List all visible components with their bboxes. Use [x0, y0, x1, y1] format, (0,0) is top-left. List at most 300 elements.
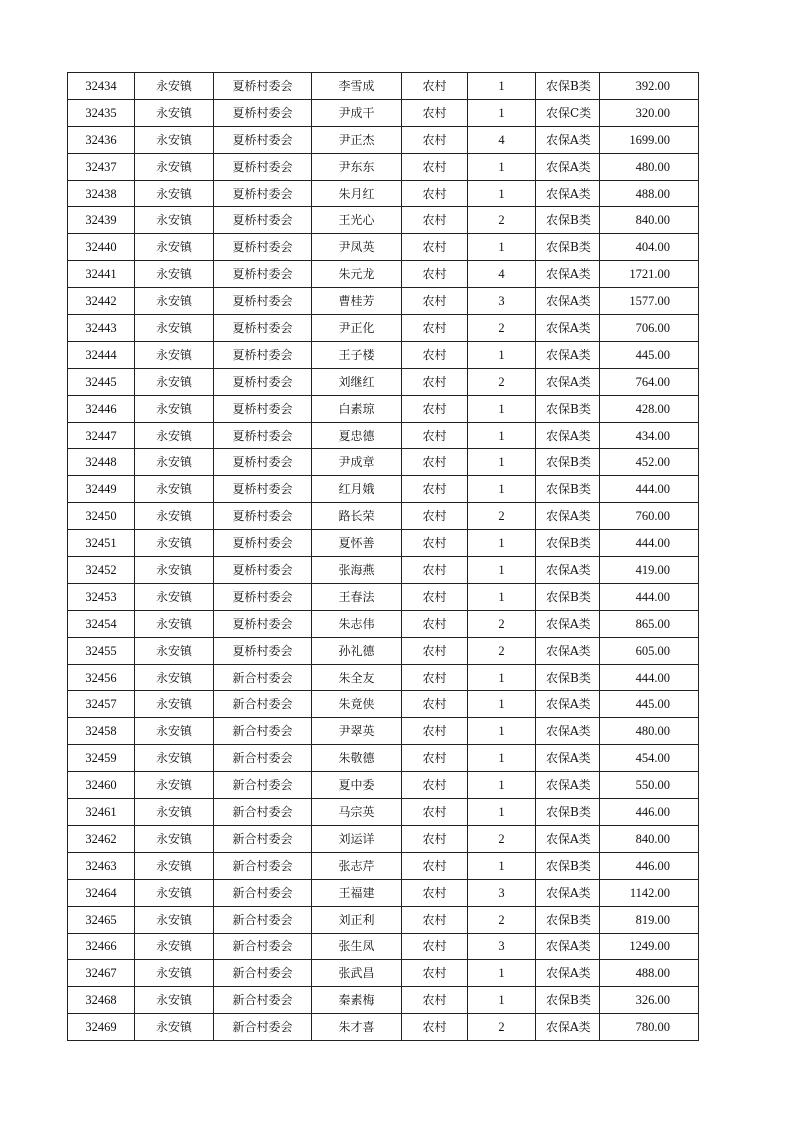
household-size-cell: 1 — [468, 960, 536, 987]
table-row — [68, 825, 699, 852]
town-cell: 永安镇 — [135, 691, 214, 718]
town-cell: 永安镇 — [135, 341, 214, 368]
insurance-category-cell: 农保A类 — [536, 261, 600, 288]
town-cell: 永安镇 — [135, 718, 214, 745]
household-type-cell: 农村 — [402, 99, 468, 126]
household-type-cell: 农村 — [402, 315, 468, 342]
town-cell: 永安镇 — [135, 960, 214, 987]
amount-cell: 444.00 — [600, 476, 699, 503]
household-size-cell: 4 — [468, 126, 536, 153]
household-type-cell: 农村 — [402, 422, 468, 449]
town-cell: 永安镇 — [135, 153, 214, 180]
household-type-cell: 农村 — [402, 126, 468, 153]
village-committee-cell: 新合村委会 — [214, 691, 312, 718]
person-name-cell: 李雪成 — [312, 73, 402, 100]
amount-cell: 446.00 — [600, 852, 699, 879]
household-type-cell: 农村 — [402, 799, 468, 826]
table-row — [68, 879, 699, 906]
amount-cell: 780.00 — [600, 1014, 699, 1041]
household-type-cell: 农村 — [402, 637, 468, 664]
household-type-cell: 农村 — [402, 476, 468, 503]
household-size-cell: 1 — [468, 449, 536, 476]
person-name-cell: 尹翠英 — [312, 718, 402, 745]
village-committee-cell: 新合村委会 — [214, 825, 312, 852]
village-committee-cell: 夏桥村委会 — [214, 422, 312, 449]
village-committee-cell: 夏桥村委会 — [214, 395, 312, 422]
household-size-cell: 3 — [468, 879, 536, 906]
town-cell: 永安镇 — [135, 73, 214, 100]
table-row — [68, 368, 699, 395]
amount-cell: 840.00 — [600, 207, 699, 234]
household-size-cell: 1 — [468, 691, 536, 718]
record-id-cell: 32468 — [68, 987, 135, 1014]
amount-cell: 1577.00 — [600, 288, 699, 315]
table-row — [68, 234, 699, 261]
person-name-cell: 张武昌 — [312, 960, 402, 987]
amount-cell: 419.00 — [600, 557, 699, 584]
person-name-cell: 朱月红 — [312, 180, 402, 207]
household-type-cell: 农村 — [402, 933, 468, 960]
person-name-cell: 王福建 — [312, 879, 402, 906]
table-row — [68, 745, 699, 772]
household-size-cell: 1 — [468, 153, 536, 180]
insurance-category-cell: 农保A类 — [536, 557, 600, 584]
person-name-cell: 红月娥 — [312, 476, 402, 503]
insurance-category-cell: 农保B类 — [536, 234, 600, 261]
table-row — [68, 772, 699, 799]
household-size-cell: 3 — [468, 288, 536, 315]
town-cell: 永安镇 — [135, 987, 214, 1014]
table-row — [68, 503, 699, 530]
household-type-cell: 农村 — [402, 503, 468, 530]
insurance-category-cell: 农保B类 — [536, 987, 600, 1014]
household-size-cell: 1 — [468, 987, 536, 1014]
insurance-category-cell: 农保B类 — [536, 799, 600, 826]
amount-cell: 454.00 — [600, 745, 699, 772]
person-name-cell: 尹成章 — [312, 449, 402, 476]
insurance-category-cell: 农保B类 — [536, 449, 600, 476]
town-cell: 永安镇 — [135, 180, 214, 207]
town-cell: 永安镇 — [135, 530, 214, 557]
record-id-cell: 32460 — [68, 772, 135, 799]
person-name-cell: 朱元龙 — [312, 261, 402, 288]
table-row — [68, 637, 699, 664]
village-committee-cell: 新合村委会 — [214, 772, 312, 799]
amount-cell: 1699.00 — [600, 126, 699, 153]
table-row — [68, 315, 699, 342]
insurance-category-cell: 农保A类 — [536, 315, 600, 342]
person-name-cell: 夏怀善 — [312, 530, 402, 557]
person-name-cell: 刘继红 — [312, 368, 402, 395]
person-name-cell: 刘正利 — [312, 906, 402, 933]
insurance-category-cell: 农保A类 — [536, 126, 600, 153]
town-cell: 永安镇 — [135, 422, 214, 449]
person-name-cell: 尹正化 — [312, 315, 402, 342]
record-id-cell: 32453 — [68, 583, 135, 610]
person-name-cell: 孙礼德 — [312, 637, 402, 664]
record-id-cell: 32447 — [68, 422, 135, 449]
record-id-cell: 32441 — [68, 261, 135, 288]
person-name-cell: 马宗英 — [312, 799, 402, 826]
amount-cell: 1721.00 — [600, 261, 699, 288]
household-type-cell: 农村 — [402, 1014, 468, 1041]
table-row — [68, 691, 699, 718]
town-cell: 永安镇 — [135, 557, 214, 584]
household-size-cell: 1 — [468, 530, 536, 557]
amount-cell: 444.00 — [600, 530, 699, 557]
amount-cell: 446.00 — [600, 799, 699, 826]
table-body — [68, 73, 699, 1041]
person-name-cell: 王光心 — [312, 207, 402, 234]
household-type-cell: 农村 — [402, 960, 468, 987]
household-type-cell: 农村 — [402, 368, 468, 395]
record-id-cell: 32450 — [68, 503, 135, 530]
household-size-cell: 4 — [468, 261, 536, 288]
table-row — [68, 718, 699, 745]
household-size-cell: 1 — [468, 180, 536, 207]
person-name-cell: 朱敬德 — [312, 745, 402, 772]
insurance-category-cell: 农保A类 — [536, 718, 600, 745]
amount-cell: 488.00 — [600, 180, 699, 207]
record-id-cell: 32437 — [68, 153, 135, 180]
household-size-cell: 1 — [468, 73, 536, 100]
table-row — [68, 799, 699, 826]
village-committee-cell: 夏桥村委会 — [214, 180, 312, 207]
amount-cell: 320.00 — [600, 99, 699, 126]
household-size-cell: 2 — [468, 207, 536, 234]
amount-cell: 1249.00 — [600, 933, 699, 960]
table-row — [68, 906, 699, 933]
village-committee-cell: 夏桥村委会 — [214, 476, 312, 503]
insurance-category-cell: 农保A类 — [536, 153, 600, 180]
table-row — [68, 987, 699, 1014]
household-size-cell: 1 — [468, 772, 536, 799]
person-name-cell: 王春法 — [312, 583, 402, 610]
town-cell: 永安镇 — [135, 852, 214, 879]
table-row — [68, 583, 699, 610]
insurance-category-cell: 农保A类 — [536, 825, 600, 852]
insurance-category-cell: 农保B类 — [536, 476, 600, 503]
household-size-cell: 1 — [468, 395, 536, 422]
town-cell: 永安镇 — [135, 825, 214, 852]
amount-cell: 428.00 — [600, 395, 699, 422]
record-id-cell: 32467 — [68, 960, 135, 987]
household-size-cell: 2 — [468, 315, 536, 342]
village-committee-cell: 夏桥村委会 — [214, 368, 312, 395]
town-cell: 永安镇 — [135, 315, 214, 342]
village-committee-cell: 新合村委会 — [214, 745, 312, 772]
insurance-category-cell: 农保A类 — [536, 422, 600, 449]
village-committee-cell: 夏桥村委会 — [214, 99, 312, 126]
town-cell: 永安镇 — [135, 395, 214, 422]
table-row — [68, 261, 699, 288]
insurance-category-cell: 农保A类 — [536, 637, 600, 664]
insurance-category-cell: 农保B类 — [536, 852, 600, 879]
amount-cell: 452.00 — [600, 449, 699, 476]
table-row — [68, 153, 699, 180]
village-committee-cell: 夏桥村委会 — [214, 503, 312, 530]
household-size-cell: 1 — [468, 745, 536, 772]
table-row — [68, 610, 699, 637]
table-row — [68, 126, 699, 153]
insurance-category-cell: 农保B类 — [536, 395, 600, 422]
table-row — [68, 99, 699, 126]
insurance-category-cell: 农保A类 — [536, 1014, 600, 1041]
household-type-cell: 农村 — [402, 449, 468, 476]
insurance-category-cell: 农保A类 — [536, 691, 600, 718]
table-row — [68, 933, 699, 960]
amount-cell: 480.00 — [600, 153, 699, 180]
village-committee-cell: 夏桥村委会 — [214, 126, 312, 153]
record-id-cell: 32466 — [68, 933, 135, 960]
record-id-cell: 32445 — [68, 368, 135, 395]
person-name-cell: 刘运详 — [312, 825, 402, 852]
town-cell: 永安镇 — [135, 745, 214, 772]
amount-cell: 865.00 — [600, 610, 699, 637]
household-type-cell: 农村 — [402, 73, 468, 100]
record-id-cell: 32438 — [68, 180, 135, 207]
town-cell: 永安镇 — [135, 664, 214, 691]
record-id-cell: 32452 — [68, 557, 135, 584]
village-committee-cell: 夏桥村委会 — [214, 288, 312, 315]
insurance-category-cell: 农保B类 — [536, 207, 600, 234]
table-row — [68, 1014, 699, 1041]
household-size-cell: 1 — [468, 476, 536, 503]
person-name-cell: 张海燕 — [312, 557, 402, 584]
household-type-cell: 农村 — [402, 395, 468, 422]
town-cell: 永安镇 — [135, 288, 214, 315]
insurance-category-cell: 农保B类 — [536, 906, 600, 933]
town-cell: 永安镇 — [135, 476, 214, 503]
record-id-cell: 32465 — [68, 906, 135, 933]
table-row — [68, 852, 699, 879]
village-committee-cell: 夏桥村委会 — [214, 261, 312, 288]
village-committee-cell: 夏桥村委会 — [214, 557, 312, 584]
household-size-cell: 2 — [468, 637, 536, 664]
household-size-cell: 3 — [468, 933, 536, 960]
household-size-cell: 2 — [468, 368, 536, 395]
table-row — [68, 960, 699, 987]
town-cell: 永安镇 — [135, 449, 214, 476]
person-name-cell: 尹正杰 — [312, 126, 402, 153]
insurance-category-cell: 农保B类 — [536, 73, 600, 100]
household-size-cell: 2 — [468, 906, 536, 933]
town-cell: 永安镇 — [135, 261, 214, 288]
insurance-category-cell: 农保A类 — [536, 933, 600, 960]
person-name-cell: 路长荣 — [312, 503, 402, 530]
household-type-cell: 农村 — [402, 234, 468, 261]
village-committee-cell: 夏桥村委会 — [214, 234, 312, 261]
household-type-cell: 农村 — [402, 718, 468, 745]
town-cell: 永安镇 — [135, 503, 214, 530]
record-id-cell: 32439 — [68, 207, 135, 234]
household-type-cell: 农村 — [402, 879, 468, 906]
table-row — [68, 530, 699, 557]
person-name-cell: 朱志伟 — [312, 610, 402, 637]
town-cell: 永安镇 — [135, 772, 214, 799]
household-size-cell: 1 — [468, 422, 536, 449]
town-cell: 永安镇 — [135, 879, 214, 906]
person-name-cell: 尹成干 — [312, 99, 402, 126]
village-committee-cell: 新合村委会 — [214, 906, 312, 933]
town-cell: 永安镇 — [135, 906, 214, 933]
insurance-category-cell: 农保A类 — [536, 610, 600, 637]
amount-cell: 445.00 — [600, 341, 699, 368]
village-committee-cell: 新合村委会 — [214, 718, 312, 745]
record-id-cell: 32463 — [68, 852, 135, 879]
amount-cell: 445.00 — [600, 691, 699, 718]
town-cell: 永安镇 — [135, 234, 214, 261]
household-type-cell: 农村 — [402, 341, 468, 368]
table-row — [68, 288, 699, 315]
amount-cell: 764.00 — [600, 368, 699, 395]
household-type-cell: 农村 — [402, 288, 468, 315]
record-id-cell: 32462 — [68, 825, 135, 852]
record-id-cell: 32446 — [68, 395, 135, 422]
town-cell: 永安镇 — [135, 207, 214, 234]
village-committee-cell: 新合村委会 — [214, 879, 312, 906]
person-name-cell: 朱竟侠 — [312, 691, 402, 718]
household-type-cell: 农村 — [402, 207, 468, 234]
person-name-cell: 张志芹 — [312, 852, 402, 879]
town-cell: 永安镇 — [135, 799, 214, 826]
insurance-category-cell: 农保A类 — [536, 180, 600, 207]
household-size-cell: 1 — [468, 718, 536, 745]
household-size-cell: 2 — [468, 503, 536, 530]
amount-cell: 760.00 — [600, 503, 699, 530]
village-committee-cell: 新合村委会 — [214, 852, 312, 879]
table-row — [68, 341, 699, 368]
town-cell: 永安镇 — [135, 583, 214, 610]
insurance-category-cell: 农保A类 — [536, 503, 600, 530]
town-cell: 永安镇 — [135, 1014, 214, 1041]
amount-cell: 706.00 — [600, 315, 699, 342]
person-name-cell: 朱全友 — [312, 664, 402, 691]
amount-cell: 434.00 — [600, 422, 699, 449]
table-row — [68, 557, 699, 584]
insurance-category-cell: 农保A类 — [536, 772, 600, 799]
household-type-cell: 农村 — [402, 772, 468, 799]
town-cell: 永安镇 — [135, 126, 214, 153]
household-size-cell: 2 — [468, 825, 536, 852]
village-committee-cell: 新合村委会 — [214, 933, 312, 960]
amount-cell: 480.00 — [600, 718, 699, 745]
household-type-cell: 农村 — [402, 610, 468, 637]
household-size-cell: 1 — [468, 341, 536, 368]
household-type-cell: 农村 — [402, 852, 468, 879]
village-committee-cell: 新合村委会 — [214, 664, 312, 691]
village-committee-cell: 夏桥村委会 — [214, 583, 312, 610]
insurance-category-cell: 农保B类 — [536, 583, 600, 610]
amount-cell: 840.00 — [600, 825, 699, 852]
record-id-cell: 32454 — [68, 610, 135, 637]
village-committee-cell: 新合村委会 — [214, 960, 312, 987]
household-type-cell: 农村 — [402, 557, 468, 584]
household-type-cell: 农村 — [402, 180, 468, 207]
person-name-cell: 夏中委 — [312, 772, 402, 799]
household-type-cell: 农村 — [402, 583, 468, 610]
insurance-category-cell: 农保C类 — [536, 99, 600, 126]
household-size-cell: 2 — [468, 610, 536, 637]
amount-cell: 819.00 — [600, 906, 699, 933]
record-id-cell: 32461 — [68, 799, 135, 826]
village-committee-cell: 夏桥村委会 — [214, 610, 312, 637]
record-id-cell: 32436 — [68, 126, 135, 153]
household-size-cell: 1 — [468, 852, 536, 879]
household-size-cell: 2 — [468, 1014, 536, 1041]
town-cell: 永安镇 — [135, 933, 214, 960]
person-name-cell: 曹桂芳 — [312, 288, 402, 315]
household-size-cell: 1 — [468, 557, 536, 584]
town-cell: 永安镇 — [135, 637, 214, 664]
table-row — [68, 207, 699, 234]
village-committee-cell: 新合村委会 — [214, 799, 312, 826]
amount-cell: 550.00 — [600, 772, 699, 799]
benefit-table — [67, 72, 699, 1041]
household-type-cell: 农村 — [402, 664, 468, 691]
household-size-cell: 1 — [468, 99, 536, 126]
household-size-cell: 1 — [468, 664, 536, 691]
record-id-cell: 32449 — [68, 476, 135, 503]
record-id-cell: 32469 — [68, 1014, 135, 1041]
person-name-cell: 白素琼 — [312, 395, 402, 422]
table-row — [68, 476, 699, 503]
town-cell: 永安镇 — [135, 610, 214, 637]
amount-cell: 326.00 — [600, 987, 699, 1014]
record-id-cell: 32442 — [68, 288, 135, 315]
town-cell: 永安镇 — [135, 99, 214, 126]
table-row — [68, 395, 699, 422]
village-committee-cell: 夏桥村委会 — [214, 637, 312, 664]
household-size-cell: 1 — [468, 234, 536, 261]
amount-cell: 444.00 — [600, 664, 699, 691]
record-id-cell: 32443 — [68, 315, 135, 342]
table-row — [68, 73, 699, 100]
person-name-cell: 朱才喜 — [312, 1014, 402, 1041]
insurance-category-cell: 农保A类 — [536, 288, 600, 315]
amount-cell: 404.00 — [600, 234, 699, 261]
person-name-cell: 尹凤英 — [312, 234, 402, 261]
household-type-cell: 农村 — [402, 825, 468, 852]
record-id-cell: 32440 — [68, 234, 135, 261]
insurance-category-cell: 农保A类 — [536, 745, 600, 772]
village-committee-cell: 夏桥村委会 — [214, 73, 312, 100]
record-id-cell: 32455 — [68, 637, 135, 664]
person-name-cell: 王子楼 — [312, 341, 402, 368]
insurance-category-cell: 农保B类 — [536, 530, 600, 557]
insurance-category-cell: 农保A类 — [536, 879, 600, 906]
village-committee-cell: 新合村委会 — [214, 1014, 312, 1041]
insurance-category-cell: 农保B类 — [536, 664, 600, 691]
village-committee-cell: 夏桥村委会 — [214, 315, 312, 342]
household-size-cell: 1 — [468, 799, 536, 826]
village-committee-cell: 夏桥村委会 — [214, 449, 312, 476]
table-row — [68, 449, 699, 476]
amount-cell: 488.00 — [600, 960, 699, 987]
household-type-cell: 农村 — [402, 530, 468, 557]
household-type-cell: 农村 — [402, 906, 468, 933]
record-id-cell: 32464 — [68, 879, 135, 906]
person-name-cell: 秦素梅 — [312, 987, 402, 1014]
household-type-cell: 农村 — [402, 153, 468, 180]
table-row — [68, 180, 699, 207]
village-committee-cell: 夏桥村委会 — [214, 530, 312, 557]
record-id-cell: 32444 — [68, 341, 135, 368]
household-type-cell: 农村 — [402, 261, 468, 288]
household-size-cell: 1 — [468, 583, 536, 610]
table-row — [68, 422, 699, 449]
record-id-cell: 32456 — [68, 664, 135, 691]
